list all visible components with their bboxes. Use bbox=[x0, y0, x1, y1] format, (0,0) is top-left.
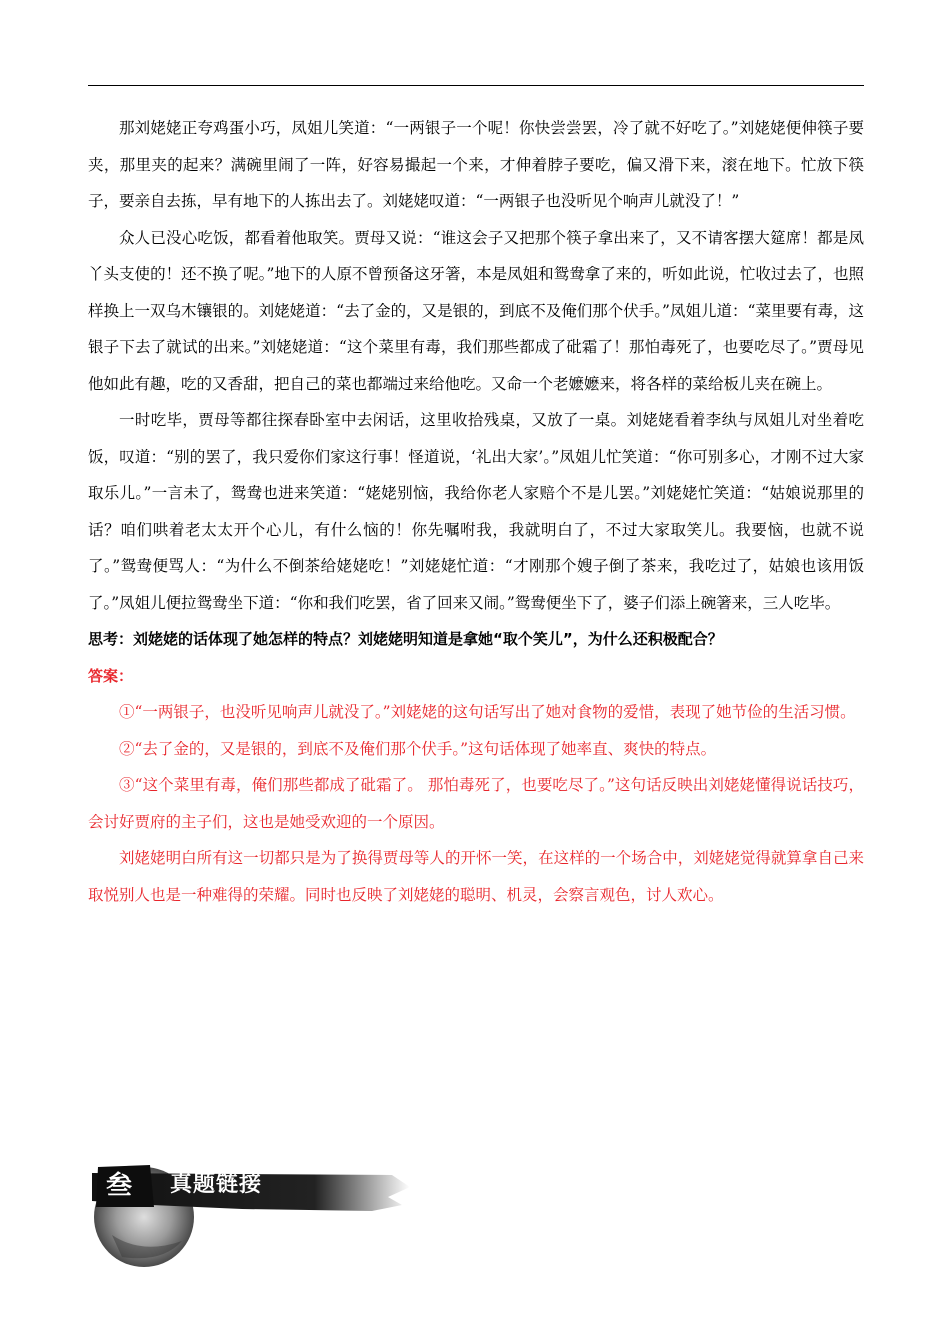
section-banner bbox=[92, 1145, 412, 1270]
document-body bbox=[88, 110, 864, 913]
passage-paragraph-3: 一时吃毕，贾母等都往探春卧室中去闲话，这里收拾残桌，又放了一桌。刘姥姥看着李纨与凤姐儿对坐着吃饭，叹道：“别的罢了，我只爱你们家这行事！怪道说，‘礼出大家’。”凤姐儿忙笑道：“你可别多心，才刚不过大家取乐儿。”一言未了，鸳鸯也进来笑道：“姥姥别恼，我给你老人家赔个不是儿罢。”刘姥姥忙笑道：“姑娘说那里的话？咱们哄着老太太开个心儿，有什么恼的！你先嘱咐我，我就明白了，不过大家取笑儿。我要恼，也就不说了。”鸳鸯便骂人：“为什么不倒茶给姥姥吃！”刘姥姥忙道：“才刚那个嫂子倒了茶来，我吃过了，姑娘也该用饭了。”凤姐儿便拉鸳鸯坐下道：“你和我们吃罢，省了回来又闹。”鸳鸯便坐下了，婆子们添上碗箸来，三人吃毕。 bbox=[88, 411, 864, 612]
answer-item-3: ③“这个菜里有毒，俺们那些都成了砒霜了。 那怕毒死了，也要吃尽了。”这句话反映出刘姥姥懂得说话技巧，会讨好贾府的主子们，这也是她受欢迎的一个原因。 bbox=[88, 776, 864, 831]
section-title: 真题链接 bbox=[170, 1172, 263, 1197]
answer-label: 答案： bbox=[88, 666, 134, 685]
answer-item-2: ②“去了金的，又是银的，到底不及俺们那个伏手。”这句话体现了她率直、爽快的特点。 bbox=[119, 739, 717, 758]
header-rule bbox=[88, 85, 864, 86]
section-number: 叁 bbox=[106, 1171, 133, 1201]
passage-paragraph-1: 那刘姥姥正夸鸡蛋小巧，凤姐儿笑道：“一两银子一个呢！你快尝尝罢，冷了就不好吃了。”刘姥姥便伸筷子要夹，那里夹的起来？满碗里闹了一阵，好容易撮起一个来，才伸着脖子要吃，偏又滑下来，滚在地下。忙放下筷子，要亲自去拣，早有地下的人拣出去了。刘姥姥叹道：“一两银子也没听见个响声儿就没了！” bbox=[88, 119, 864, 210]
answer-item-1: ①“一两银子，也没听见响声儿就没了。”刘姥姥的这句话写出了她对食物的爱惜，表现了她节俭的生活习惯。 bbox=[119, 703, 856, 721]
answer-block bbox=[88, 694, 864, 913]
answer-item-4: 刘姥姥明白所有这一切都只是为了换得贾母等人的开怀一笑，在这样的一个场合中，刘姥姥觉得就算拿自己来取悦别人也是一种难得的荣耀。同时也反映了刘姥姥的聪明、机灵，会察言观色，讨人欢心。 bbox=[88, 849, 864, 904]
ink-brush-icon bbox=[92, 1145, 412, 1270]
question-text: 思考：刘姥姥的话体现了她怎样的特点？刘姥姥明知道是拿她“取个笑儿”，为什么还积极配合？ bbox=[88, 630, 723, 648]
passage-paragraph-2: 众人已没心吃饭，都看着他取笑。贾母又说：“谁这会子又把那个筷子拿出来了，又不请客摆大筵席！都是凤丫头支使的！还不换了呢。”地下的人原不曾预备这牙箸，本是凤姐和鸳鸯拿了来的，听如此说，忙收过去了，也照样换上一双乌木镶银的。刘姥姥道：“去了金的，又是银的，到底不及俺们那个伏手。”凤姐儿道：“菜里要有毒，这银子下去了就试的出来。”刘姥姥道：“这个菜里有毒，我们那些都成了砒霜了！那怕毒死了，也要吃尽了。”贾母见他如此有趣，吃的又香甜，把自己的菜也都端过来给他吃。又命一个老嬷嬷来，将各样的菜给板儿夹在碗上。 bbox=[88, 228, 864, 393]
